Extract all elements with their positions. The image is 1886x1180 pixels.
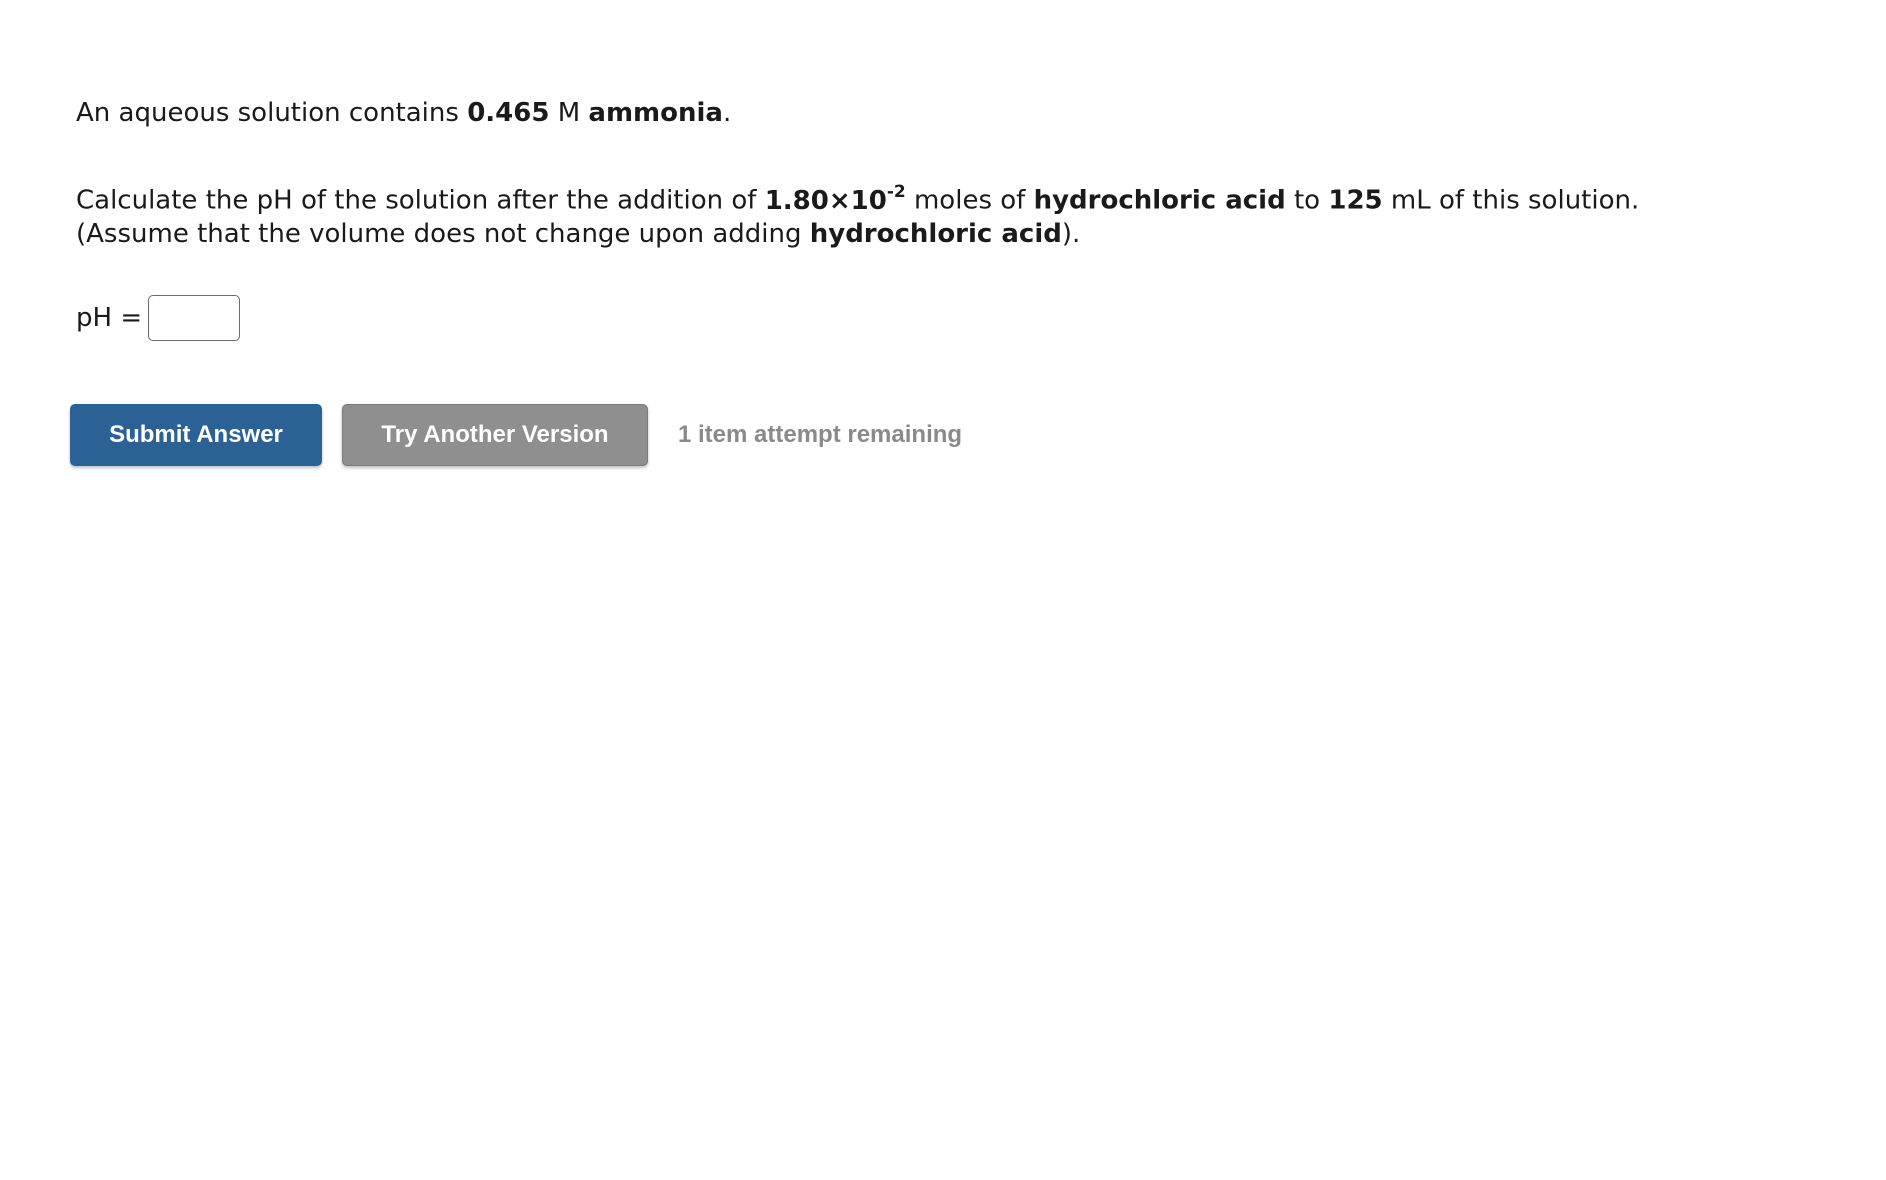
action-bar bbox=[70, 404, 962, 466]
ammonia-concentration: 0.465 bbox=[467, 98, 550, 128]
question-assumption bbox=[76, 214, 1080, 254]
prompt-text-4: mL of this solution. bbox=[1382, 185, 1640, 216]
compound-name: ammonia bbox=[588, 98, 723, 128]
ph-input[interactable] bbox=[148, 295, 240, 341]
intro-text-2: M bbox=[549, 98, 589, 128]
intro-text-1: An aqueous solution contains bbox=[76, 98, 468, 128]
submit-answer-button[interactable]: Submit Answer bbox=[70, 404, 322, 466]
acid-amount-mantissa: 1.80×10 bbox=[764, 185, 887, 216]
try-another-version-button[interactable]: Try Another Version bbox=[342, 404, 648, 466]
assumption-text-1: (Assume that the volume does not change upon adding bbox=[76, 219, 810, 249]
question-intro bbox=[76, 93, 731, 133]
acid-amount bbox=[764, 182, 906, 216]
ph-label: pH = bbox=[76, 303, 143, 333]
acid-amount-exponent: -2 bbox=[886, 182, 906, 202]
prompt-text-3: to bbox=[1285, 185, 1329, 216]
attempts-remaining-text: 1 item attempt remaining bbox=[678, 421, 963, 448]
prompt-text-2: moles of bbox=[905, 185, 1034, 216]
prompt-text-1: Calculate the pH of the solution after the addition of bbox=[76, 185, 765, 216]
intro-text-3: . bbox=[722, 98, 732, 128]
answer-row bbox=[76, 294, 240, 342]
acid-name: hydrochloric acid bbox=[1033, 185, 1286, 216]
assumption-acid-name: hydrochloric acid bbox=[809, 219, 1062, 249]
assumption-text-2: ). bbox=[1061, 219, 1081, 249]
solution-volume: 125 bbox=[1328, 185, 1383, 216]
